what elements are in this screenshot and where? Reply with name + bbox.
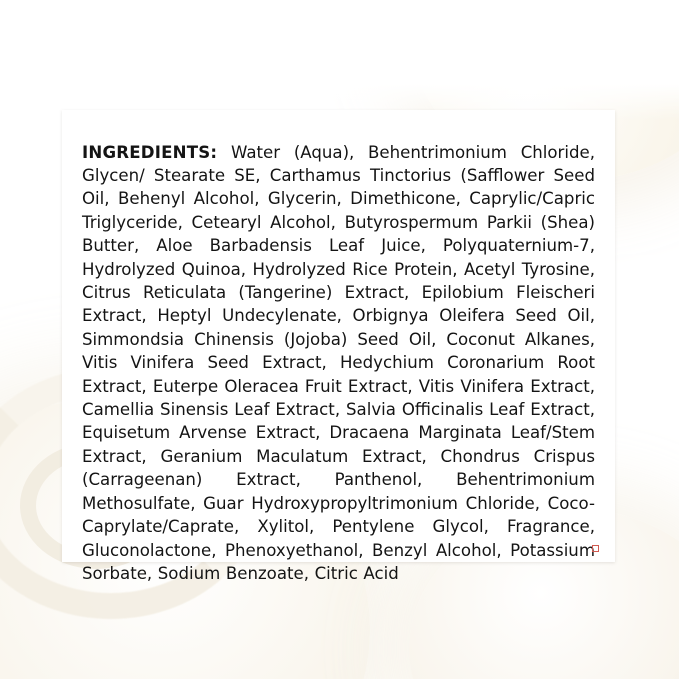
ingredients-label-card [62,110,615,583]
ingredients-paragraph [82,141,595,586]
registration-mark-icon [592,545,599,552]
ingredients-body: Water (Aqua), Behentrimonium Chloride, Glycen/ Stearate SE, Carthamus Tinctorius (Safflower Seed Oil, Behenyl Alcohol, Glycerin, Dimethicone, Caprylic/Capric Triglyceride, Cetearyl Alcohol, Butyrospermum Parkii (Shea) Butter, Aloe Barbadensis Leaf Juice, Polyquaternium-7, Hydrolyzed Quinoa, Hydrolyzed Rice Protein, Acetyl Tyrosine, Citrus Reticulata (Tangerine) Extract, Epilobium Fleischeri Extract, Heptyl Undecylenate, Orbignya Oleifera Seed Oil, Simmondsia Chinensis (Jojoba) Seed Oil, Coconut Alkanes, Vitis Vinifera Seed Extract, Hedychium Coronarium Root Extract, Euterpe Oleracea Fruit Extract, Vitis Vinifera Extract, Camellia Sinensis Leaf Extract, Salvia Officinalis Leaf Extract, Equisetum Arvense Extract, Dracaena Marginata Leaf/Stem Extract, Geranium Maculatum Extract, Chondrus Crispus (Carrageenan) Extract, Panthenol, Behentrimonium Methosulfate, Guar Hydroxypropyltrimonium Chloride, Coco-Caprylate/Caprate, Xylitol, Pentylene Glycol, Fragrance, Gluconolactone, Phenoxyethanol, Benzyl Alcohol, Potassium Sorbate, Sodium Benzoate, Citric Acid [82,142,596,583]
ingredients-heading: INGREDIENTS: [82,142,218,162]
background-highlight [0,0,679,120]
